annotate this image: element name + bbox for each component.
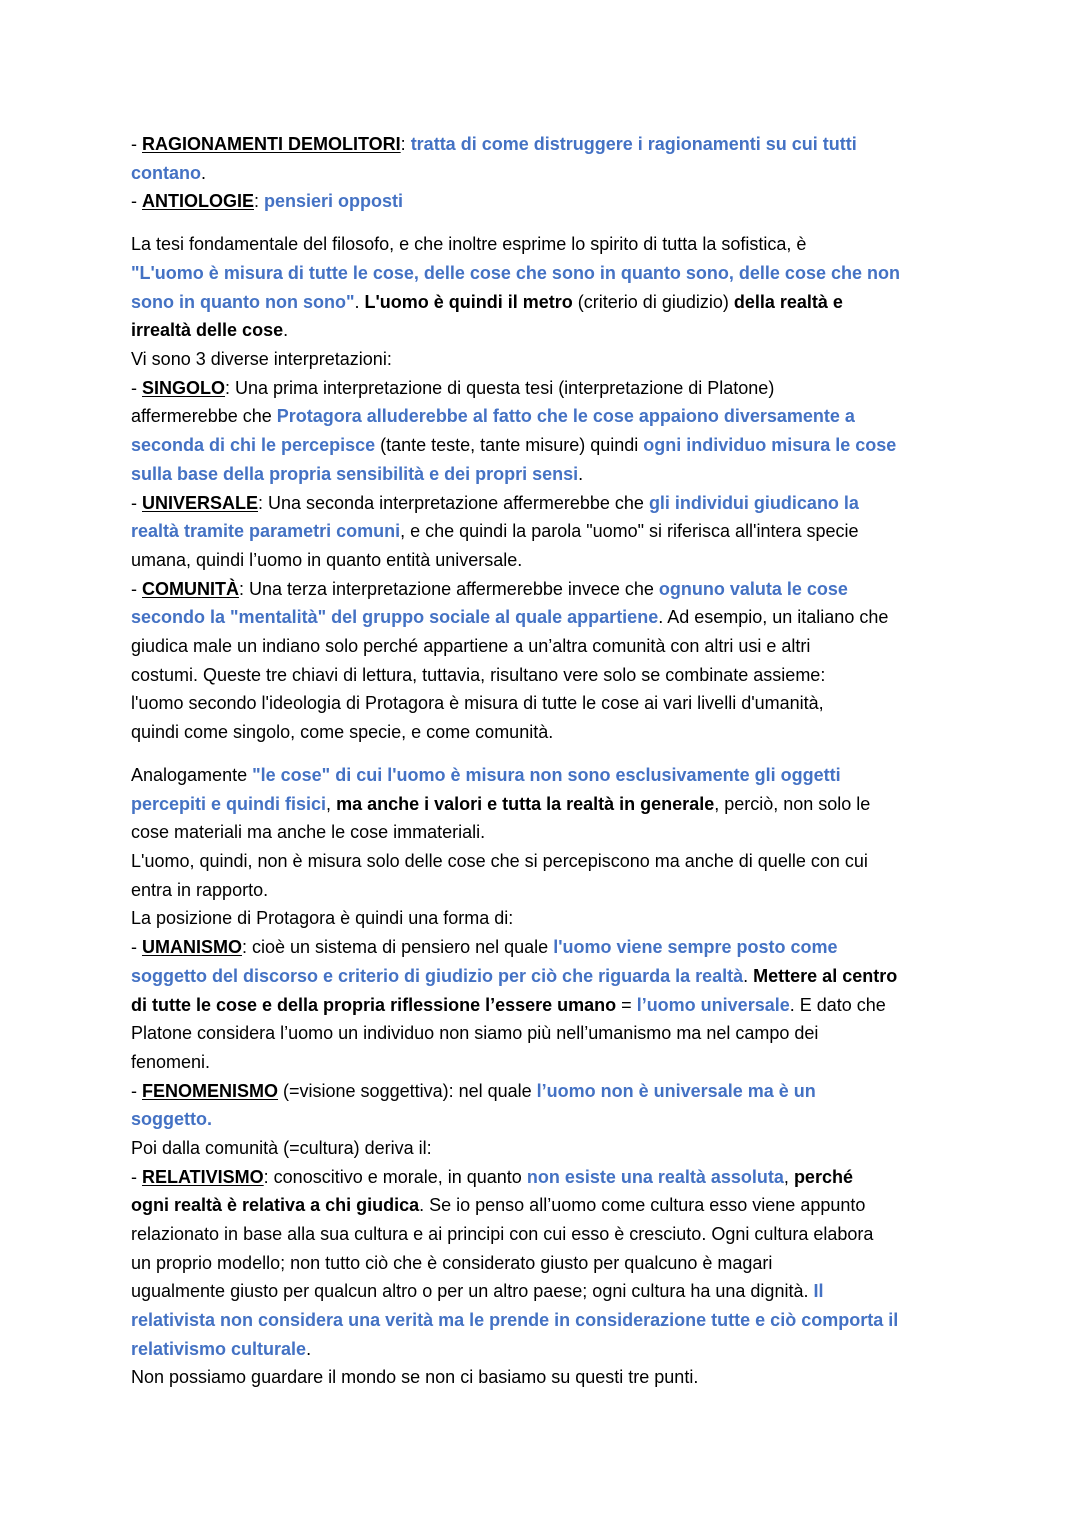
text-run: :: [400, 134, 411, 154]
text-line: [131, 790, 961, 819]
highlighted-text: soggetto.: [131, 1109, 212, 1130]
text-run: . Ad esempio, un italiano che: [658, 607, 889, 628]
text-run: : conoscitivo e morale, in quanto: [263, 1166, 527, 1187]
text-line: [131, 431, 961, 460]
text-run: umana, quindi l’uomo in quanto entità universale.: [131, 549, 523, 570]
text-run: : cioè un sistema di pensiero nel quale: [242, 937, 554, 958]
text-line: [131, 1335, 961, 1364]
text-line: [131, 632, 961, 661]
term-heading: UNIVERSALE: [142, 492, 259, 513]
text-run: -: [131, 134, 142, 154]
text-run: ugualmente giusto per qualcun altro o per un altro paese; ogni cultura ha una dignità.: [131, 1281, 814, 1302]
paragraph: [131, 761, 961, 1392]
text-line: [131, 1019, 961, 1048]
text-run: , e che quindi la parola "uomo" si riferisca all'intera specie: [400, 521, 859, 542]
text-run: -: [131, 1166, 142, 1187]
text-run: =: [616, 994, 637, 1015]
text-run: ,: [783, 1166, 794, 1187]
highlighted-text: l’uomo universale: [636, 994, 790, 1015]
text-run: La tesi fondamentale del filosofo, e che inoltre esprime lo spirito di tutta la sofistica, è: [131, 234, 807, 255]
text-line: [131, 1220, 961, 1249]
highlighted-text: relativismo culturale: [131, 1338, 307, 1359]
text-run: . Se io penso all’uomo come cultura esso viene appunto: [419, 1195, 866, 1216]
text-run: -: [131, 377, 142, 398]
text-run: Analogamente: [131, 765, 253, 786]
text-run: ,: [326, 793, 337, 814]
text-line: [131, 991, 961, 1020]
text-run: .: [354, 291, 365, 312]
text-run: .: [283, 320, 289, 341]
term-heading: RAGIONAMENTI DEMOLITORI: [142, 134, 401, 154]
text-line: [131, 689, 961, 718]
text-line: [131, 661, 961, 690]
text-line: [131, 402, 961, 431]
text-run: : Una terza interpretazione affermerebbe invece che: [239, 578, 659, 599]
bold-text: irrealtà delle cose: [131, 320, 284, 341]
text-run: -: [131, 191, 142, 212]
text-run: Platone considera l’uomo un individuo non siamo più nell’umanismo ma nel campo dei: [131, 1023, 819, 1044]
text-run: -: [131, 937, 142, 958]
highlighted-text: pensieri opposti: [264, 191, 404, 212]
text-run: : Una prima interpretazione di questa tesi (interpretazione di Platone): [225, 377, 775, 398]
text-line: [131, 374, 961, 403]
text-line: [131, 904, 961, 933]
text-line: [131, 187, 961, 216]
text-line: [131, 603, 961, 632]
highlighted-text: gli individui giudicano la: [648, 492, 859, 513]
text-line: [131, 1105, 961, 1134]
text-run: (criterio di giudizio): [572, 291, 734, 312]
paragraph: [131, 130, 961, 216]
text-line: [131, 761, 961, 790]
text-line: [131, 259, 961, 288]
bold-text: perché: [793, 1166, 853, 1187]
term-heading: COMUNITÀ: [142, 578, 239, 599]
text-run: affermerebbe che: [131, 406, 277, 427]
bold-text: ogni realtà è relativa a chi giudica: [131, 1195, 420, 1216]
highlighted-text: realtà tramite parametri comuni: [131, 521, 401, 542]
text-run: -: [131, 1080, 142, 1101]
highlighted-text: l'uomo viene sempre posto come: [553, 937, 838, 958]
text-run: L'uomo, quindi, non è misura solo delle cose che si percepiscono ma anche di quelle con cui: [131, 851, 868, 872]
text-line: [131, 1048, 961, 1077]
text-line: [131, 876, 961, 905]
highlighted-text: Protagora alluderebbe al fatto che le cose appaiono diversamente a: [276, 406, 855, 427]
text-run: costumi. Queste tre chiavi di lettura, tuttavia, risultano vere solo se combinate assieme:: [131, 664, 826, 685]
highlighted-text: l’uomo non è universale ma è un: [536, 1080, 816, 1101]
text-line: [131, 818, 961, 847]
bold-text: della realtà e: [733, 291, 843, 312]
text-line: [131, 1363, 961, 1392]
text-run: .: [743, 965, 754, 986]
term-heading: ANTIOLOGIE: [142, 191, 254, 212]
highlighted-text: sulla base della propria sensibilità e dei propri sensi: [131, 463, 579, 484]
text-run: , perciò, non solo le: [714, 793, 871, 814]
text-line: [131, 1306, 961, 1335]
text-run: La posizione di Protagora è quindi una forma di:: [131, 908, 514, 929]
text-run: l'uomo secondo l'ideologia di Protagora è misura di tutte le cose ai vari livelli d'umanità,: [131, 693, 824, 714]
highlighted-text: tratta di come distruggere i ragionamenti su cui tutti: [410, 134, 857, 154]
text-run: entra in rapporto.: [131, 879, 269, 900]
highlighted-text: contano: [131, 162, 201, 183]
text-run: giudica male un indiano solo perché appartiene a un’altra comunità con altri usi e altri: [131, 635, 811, 656]
document-page: [131, 130, 961, 1406]
text-line: [131, 1077, 961, 1106]
text-line: [131, 546, 961, 575]
text-run: quindi come singolo, come specie, e come comunità.: [131, 722, 554, 743]
bold-text: L'uomo è quindi il metro: [364, 291, 573, 312]
text-line: [131, 1163, 961, 1192]
text-run: : Una seconda interpretazione affermerebbe che: [258, 492, 649, 513]
text-line: [131, 489, 961, 518]
highlighted-text: sono in quanto non sono": [131, 291, 355, 312]
term-heading: SINGOLO: [142, 377, 226, 398]
text-run: . E dato che: [789, 994, 886, 1015]
highlighted-text: relativista non considera una verità ma le prende in considerazione tutte e ciò comporta il: [131, 1310, 899, 1331]
text-run: Vi sono 3 diverse interpretazioni:: [131, 349, 392, 370]
text-line: [131, 718, 961, 747]
term-heading: UMANISMO: [142, 937, 242, 958]
text-line: [131, 517, 961, 546]
highlighted-text: secondo la "mentalità" del gruppo sociale al quale appartiene: [131, 607, 659, 628]
bold-text: Mettere al centro: [753, 965, 898, 986]
paragraph: [131, 230, 961, 746]
highlighted-text: "L'uomo è misura di tutte le cose, delle cose che sono in quanto sono, delle cose che non: [131, 263, 900, 284]
highlighted-text: seconda di chi le percepisce: [131, 435, 376, 456]
text-line: [131, 130, 961, 159]
highlighted-text: percepiti e quindi fisici: [131, 793, 327, 814]
text-run: fenomeni.: [131, 1051, 211, 1072]
text-line: [131, 1249, 961, 1278]
highlighted-text: ogni individuo misura le cose: [643, 435, 897, 456]
highlighted-text: ognuno valuta le cose: [658, 578, 848, 599]
text-run: .: [201, 162, 207, 183]
text-run: (tante teste, tante misure) quindi: [375, 435, 644, 456]
text-run: :: [254, 191, 265, 212]
text-run: (=visione soggettiva): nel quale: [278, 1080, 537, 1101]
text-line: [131, 962, 961, 991]
text-run: Non possiamo guardare il mondo se non ci basiamo su questi tre punti.: [131, 1367, 699, 1388]
term-heading: FENOMENISMO: [142, 1080, 279, 1101]
text-line: [131, 575, 961, 604]
bold-text: ma anche i valori e tutta la realtà in generale: [336, 793, 715, 814]
text-run: -: [131, 578, 142, 599]
highlighted-text: Il: [813, 1281, 824, 1302]
text-line: [131, 847, 961, 876]
highlighted-text: soggetto del discorso e criterio di giudizio per ciò che riguarda la realtà: [131, 965, 744, 986]
text-run: cose materiali ma anche le cose immateriali.: [131, 822, 486, 843]
text-line: [131, 1134, 961, 1163]
text-run: .: [306, 1338, 312, 1359]
term-heading: RELATIVISMO: [142, 1166, 264, 1187]
text-run: -: [131, 492, 142, 513]
text-line: [131, 1191, 961, 1220]
text-line: [131, 159, 961, 188]
text-line: [131, 1277, 961, 1306]
highlighted-text: "le cose" di cui l'uomo è misura non sono esclusivamente gli oggetti: [252, 765, 841, 786]
text-run: relazionato in base alla sua cultura e ai principi con cui esso è cresciuto. Ogni cultura elabora: [131, 1224, 874, 1245]
text-line: [131, 460, 961, 489]
text-line: [131, 933, 961, 962]
text-run: un proprio modello; non tutto ciò che è considerato giusto per qualcuno è magari: [131, 1252, 773, 1273]
text-line: [131, 316, 961, 345]
bold-text: di tutte le cose e della propria riflessione l’essere umano: [131, 994, 617, 1015]
text-line: [131, 230, 961, 259]
text-run: Poi dalla comunità (=cultura) deriva il:: [131, 1137, 432, 1158]
highlighted-text: non esiste una realtà assoluta: [526, 1166, 784, 1187]
text-run: .: [578, 463, 584, 484]
text-line: [131, 288, 961, 317]
text-line: [131, 345, 961, 374]
